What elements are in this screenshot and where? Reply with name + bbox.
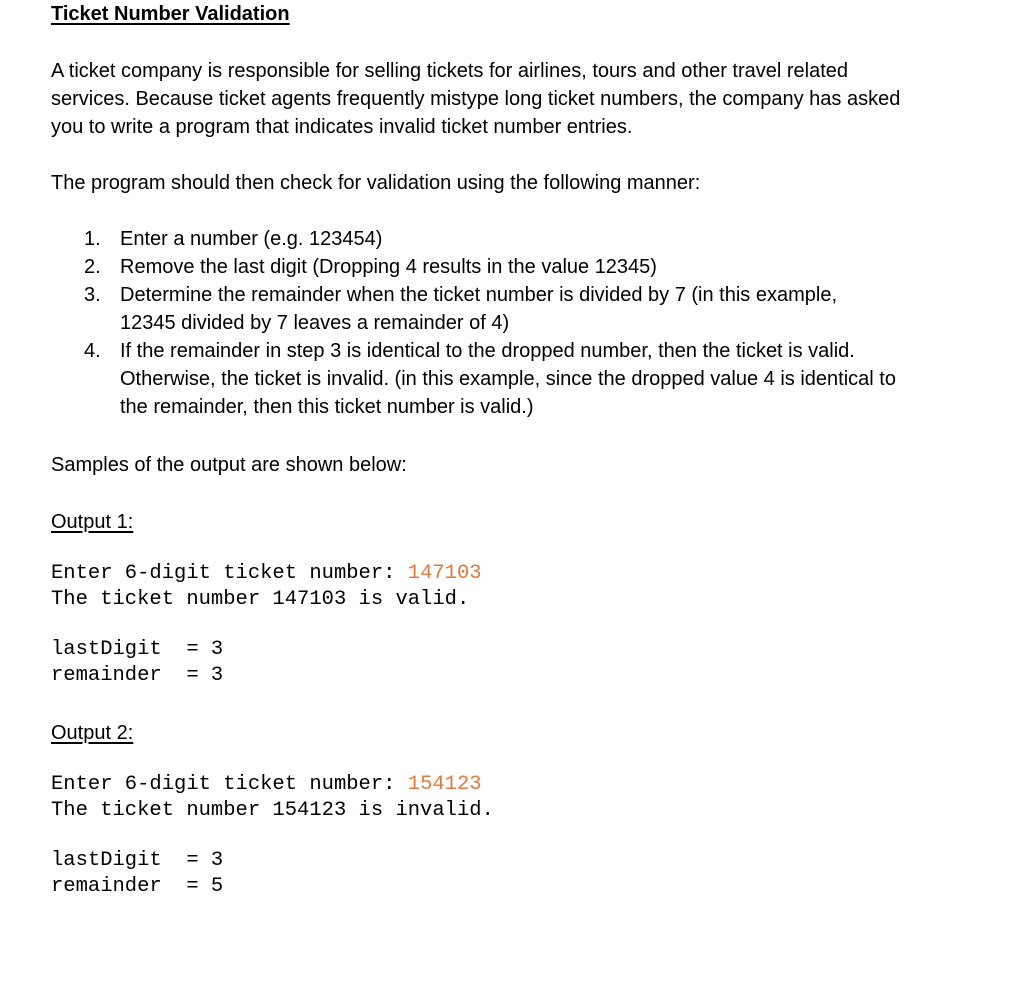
console-line: [51, 561, 482, 587]
last-digit-line: lastDigit = 3: [51, 849, 224, 872]
step-text: 12345 divided by 7 leaves a remainder of 4): [120, 312, 510, 334]
step-text: Otherwise, the ticket is invalid. (in this example, since the dropped value 4 is identical to: [120, 368, 896, 390]
console-prompt: Enter 6-digit ticket number:: [51, 562, 408, 585]
intro-line: services. Because ticket agents frequently mistype long ticket numbers, the company has asked: [51, 88, 901, 110]
step-number: 4.: [84, 340, 101, 362]
list-item: [51, 281, 971, 337]
output-2-heading: Output 2:: [51, 722, 134, 744]
console-result: The ticket number 154123 is invalid.: [51, 799, 494, 822]
intro-line: A ticket company is responsible for selling tickets for airlines, tours and other travel related: [51, 60, 849, 82]
step-text: Determine the remainder when the ticket number is divided by 7 (in this example,: [120, 284, 838, 306]
console-line: [51, 772, 494, 798]
last-digit-line: lastDigit = 3: [51, 638, 224, 661]
samples-intro: Samples of the output are shown below:: [51, 454, 407, 476]
console-input: 154123: [407, 773, 482, 796]
step-text: Remove the last digit (Dropping 4 results in the value 12345): [120, 256, 657, 278]
step-number: 1.: [84, 228, 101, 250]
list-item: [51, 253, 971, 281]
list-item: [51, 225, 971, 253]
intro-paragraph: [51, 57, 951, 141]
list-item: [51, 337, 971, 421]
output-1-console: [51, 561, 482, 613]
steps-list: [51, 225, 971, 421]
console-prompt: Enter 6-digit ticket number:: [51, 773, 408, 796]
console-input: 147103: [407, 562, 482, 585]
output-2-variables: [51, 848, 223, 900]
step-number: 3.: [84, 284, 101, 306]
console-result: The ticket number 147103 is valid.: [51, 588, 470, 611]
validation-intro: The program should then check for validation using the following manner:: [51, 172, 701, 194]
remainder-line: remainder = 3: [51, 664, 224, 687]
output-1-variables: [51, 637, 223, 689]
step-number: 2.: [84, 256, 101, 278]
intro-line: you to write a program that indicates invalid ticket number entries.: [51, 116, 633, 138]
step-text: the remainder, then this ticket number is valid.): [120, 396, 534, 418]
step-text: If the remainder in step 3 is identical to the dropped number, then the ticket is valid.: [120, 340, 855, 362]
output-2-console: [51, 772, 494, 824]
output-1-heading: Output 1:: [51, 511, 134, 533]
remainder-line: remainder = 5: [51, 875, 224, 898]
page-title: Ticket Number Validation: [51, 3, 290, 25]
step-text: Enter a number (e.g. 123454): [120, 228, 383, 250]
